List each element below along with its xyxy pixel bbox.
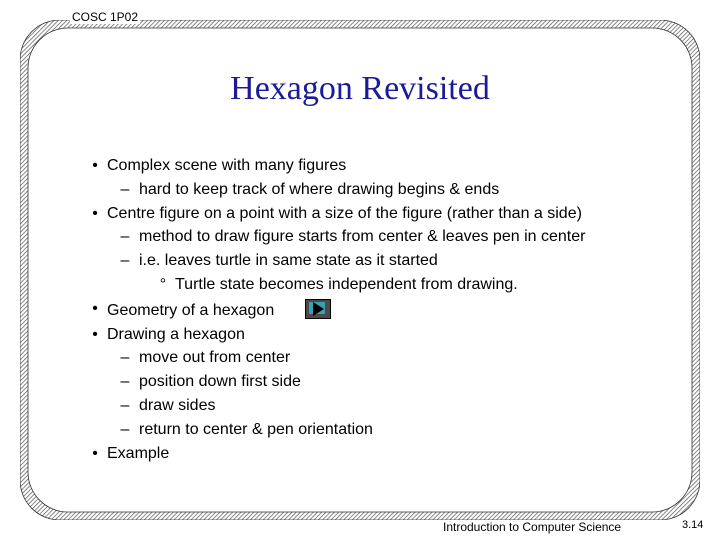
course-label: COSC 1P02: [72, 10, 139, 24]
dash-marker: –: [120, 373, 130, 391]
bullet-text: method to draw figure starts from center & leaves pen in center: [139, 228, 586, 246]
bullet-text: Drawing a hexagon: [107, 325, 245, 343]
sub-bullet-item: [88, 348, 618, 368]
bullet-text: position down first side: [139, 373, 301, 391]
bullet-item: [88, 156, 618, 176]
bullet-text: return to center & pen orientation: [139, 420, 373, 438]
bullet-text: i.e. leaves turtle in same state as it started: [139, 252, 438, 270]
bullet-item: [88, 299, 618, 321]
dash-marker: –: [120, 396, 130, 414]
bullet-list: [88, 156, 618, 467]
sub-bullet-item: [88, 251, 618, 271]
bullet-text: draw sides: [139, 396, 216, 414]
play-icon: [313, 302, 324, 316]
page-number: 3.14: [682, 519, 704, 531]
dash-marker: –: [120, 420, 130, 438]
sub-bullet-item: [88, 227, 618, 247]
sub-bullet-item: [88, 420, 618, 440]
degree-marker: °: [159, 275, 167, 293]
bullet-marker: •: [92, 204, 98, 222]
sub-bullet-item: [88, 180, 618, 200]
bullet-text: Turtle state becomes independent from drawing.: [175, 275, 518, 293]
bullet-text: Example: [107, 444, 170, 462]
bullet-text: Centre figure on a point with a size of the figure (rather than a side): [107, 204, 582, 222]
bullet-item: [88, 204, 618, 224]
bullet-marker: •: [92, 325, 98, 343]
dash-marker: –: [120, 180, 130, 198]
slide-title: Hexagon Revisited: [230, 70, 490, 107]
bullet-marker: •: [92, 444, 98, 462]
bullet-marker: •: [92, 157, 98, 174]
bullet-marker: •: [92, 299, 98, 317]
bullet-text: hard to keep track of where drawing begins & ends: [139, 180, 500, 198]
dash-marker: –: [120, 252, 130, 270]
sub-bullet-item: [88, 372, 618, 392]
bullet-text: move out from center: [139, 349, 291, 367]
sub-bullet-item: [88, 396, 618, 416]
bullet-item: [88, 325, 618, 345]
bullet-text: Complex scene with many figures: [107, 157, 347, 174]
dash-marker: –: [120, 349, 130, 367]
dash-marker: –: [120, 228, 130, 246]
bullet-text: Geometry of a hexagon: [107, 301, 275, 319]
bullet-item: [88, 444, 618, 464]
sub-sub-bullet-item: [88, 275, 618, 295]
footer-text: Introduction to Computer Science: [440, 520, 624, 534]
play-button[interactable]: [305, 299, 331, 319]
